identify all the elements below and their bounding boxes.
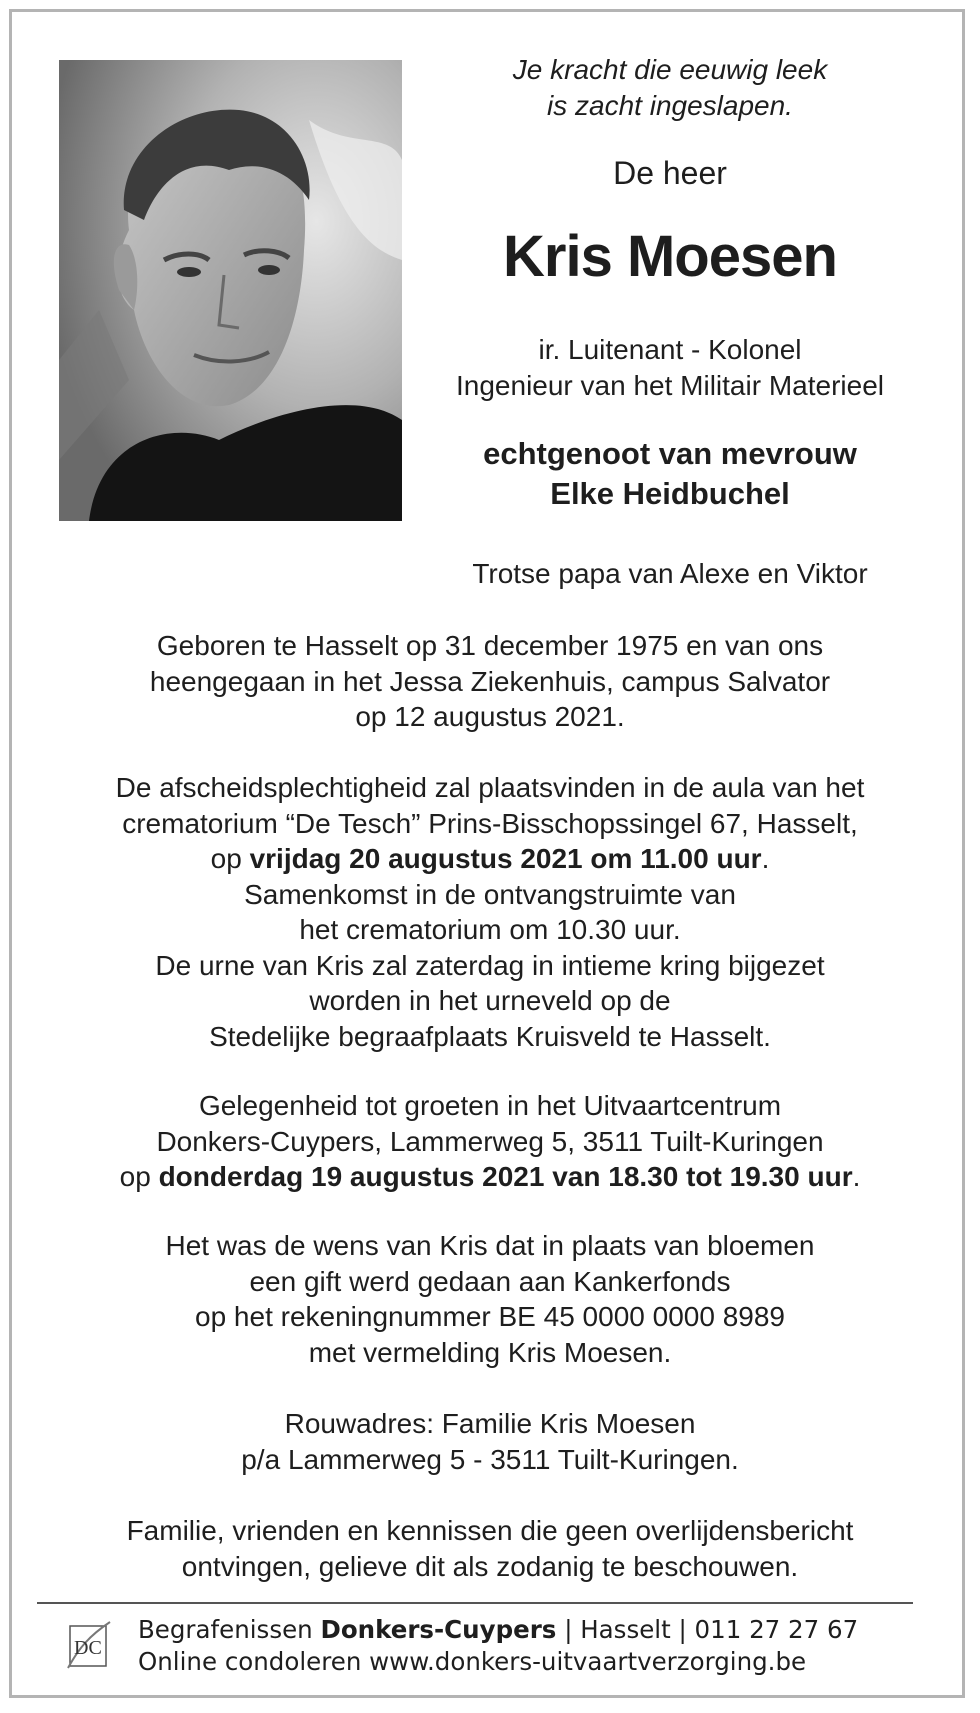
city: Hasselt [580, 1615, 671, 1644]
spouse-line: echtgenoot van mevrouw [483, 436, 857, 471]
visitation-paragraph [20, 1088, 960, 1195]
separator: | [556, 1615, 581, 1644]
separator: | [670, 1615, 695, 1644]
text-fragment: Begrafenissen [138, 1615, 321, 1644]
text-line: Gelegenheid tot groeten in het Uitvaartcentrum [198, 1090, 782, 1121]
ceremony-date-line [20, 841, 960, 877]
text-line: De afscheidsplechtigheid zal plaatsvinden in de aula van het [115, 772, 865, 803]
honorific: De heer [613, 155, 727, 191]
spouse-name: Elke Heidbuchel [550, 476, 790, 511]
deceased-name: Kris Moesen [503, 224, 837, 289]
verse-line: Je kracht die eeuwig leek [512, 54, 828, 85]
rank-line: ir. Luitenant - Kolonel [538, 334, 802, 365]
text-line: een gift werd gedaan aan Kankerfonds [249, 1265, 731, 1297]
text-line: worden in het urneveld op de [309, 985, 671, 1016]
portrait-photo [59, 60, 402, 521]
text-line: Het was de wens van Kris dat in plaats van bloemen [165, 1230, 815, 1261]
text-line: Familie, vrienden en kennissen die geen overlijdensbericht [126, 1515, 854, 1546]
online-condolence-line: Online condoleren www.donkers-uitvaartverzorging.be [138, 1647, 807, 1676]
text-line: met vermelding Kris Moesen. [308, 1336, 672, 1368]
children-line: Trotse papa van Alexe en Viktor [472, 558, 868, 589]
rank-line: Ingenieur van het Militair Materieel [456, 370, 884, 401]
text-line: p/a Lammerweg 5 - 3511 Tuilt-Kuringen. [241, 1443, 739, 1475]
text-fragment: op [119, 1161, 159, 1192]
text-line: ontvingen, gelieve dit als zodanig te beschouwen. [181, 1550, 799, 1582]
text-line: heengegaan in het Jessa Ziekenhuis, campus Salvator [149, 665, 831, 697]
text-line: De urne van Kris zal zaterdag in intieme kring bijgezet [155, 949, 825, 981]
memorial-verse [420, 52, 920, 124]
closing-paragraph [20, 1513, 960, 1584]
text-line: op 12 augustus 2021. [355, 701, 625, 732]
phone-number: 011 27 27 67 [694, 1615, 859, 1644]
mourning-address [20, 1406, 960, 1477]
text-line: crematorium “De Tesch” Prins-Bisschopssingel 67, Hasselt, [122, 807, 858, 839]
funeral-home-logo [64, 1618, 114, 1674]
text-line: op het rekeningnummer BE 45 0000 0000 8989 [195, 1301, 785, 1332]
text-line: Rouwadres: Familie Kris Moesen [284, 1408, 696, 1439]
text-line: Donkers-Cuypers, Lammerweg 5, 3511 Tuilt-Kuringen [156, 1125, 824, 1157]
funeral-home-footer [138, 1614, 938, 1678]
text-line: het crematorium om 10.30 uur. [299, 914, 681, 945]
footer-contact-line [138, 1614, 938, 1646]
text-line: Stedelijke begraafplaats Kruisveld te Hasselt. [209, 1020, 771, 1052]
text-fragment: op [210, 843, 250, 874]
ceremony-paragraph [20, 770, 960, 1054]
ceremony-date: vrijdag 20 augustus 2021 om 11.00 uur [249, 843, 762, 874]
visitation-date: donderdag 19 augustus 2021 van 18.30 tot 19.30 uur [158, 1161, 853, 1192]
footer-divider [37, 1602, 913, 1604]
text-line: Geboren te Hasselt op 31 december 1975 en van ons [156, 630, 824, 661]
donation-paragraph [20, 1228, 960, 1370]
rank-title [420, 332, 920, 404]
verse-line: is zacht ingeslapen. [547, 90, 793, 121]
svg-text:DC: DC [74, 1637, 102, 1659]
text-fragment: . [852, 1161, 861, 1192]
text-line: Samenkomst in de ontvangstruimte van [244, 878, 736, 910]
visitation-date-line [20, 1159, 960, 1195]
spouse-info [420, 434, 920, 514]
company-name: Donkers-Cuypers [320, 1615, 557, 1644]
birth-death-paragraph [20, 628, 960, 735]
text-fragment: . [761, 843, 770, 874]
